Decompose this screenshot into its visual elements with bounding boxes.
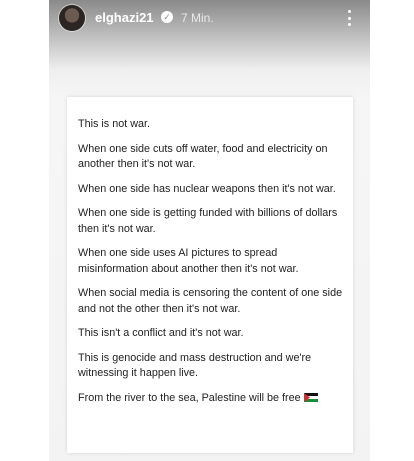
verified-icon: ✓ [161, 11, 173, 23]
paragraph: This is genocide and mass destruction and we're witnessing it happen live. [78, 351, 312, 379]
palestine-flag-icon [304, 393, 318, 402]
paragraph: When one side has nuclear weapons then it's not war. [78, 182, 336, 195]
post-timestamp: 7 Min. [181, 11, 214, 25]
paragraph: When one side is getting funded with billions of dollars then it's not war. [78, 207, 338, 235]
paragraph-final [78, 391, 346, 407]
paragraph: This is not war. [78, 118, 151, 130]
post-text [78, 117, 346, 415]
avatar[interactable] [59, 5, 85, 31]
story-header [49, 0, 370, 36]
username[interactable]: elghazi21 [95, 10, 154, 25]
paragraph: When one side uses AI pictures to spread misinformation about another then it's not war. [78, 247, 299, 275]
paragraph: When social media is censoring the content of one side and not the other then it's not war. [78, 287, 343, 315]
more-options-icon[interactable] [346, 10, 352, 26]
post-card [67, 97, 353, 453]
paragraph: When one side cuts off water, food and electricity on another then it's not war. [78, 142, 328, 170]
paragraph-text: From the river to the sea, Palestine will be free [78, 391, 301, 404]
story-viewer[interactable] [49, 0, 370, 461]
paragraph: This isn't a conflict and it's not war. [78, 327, 244, 339]
